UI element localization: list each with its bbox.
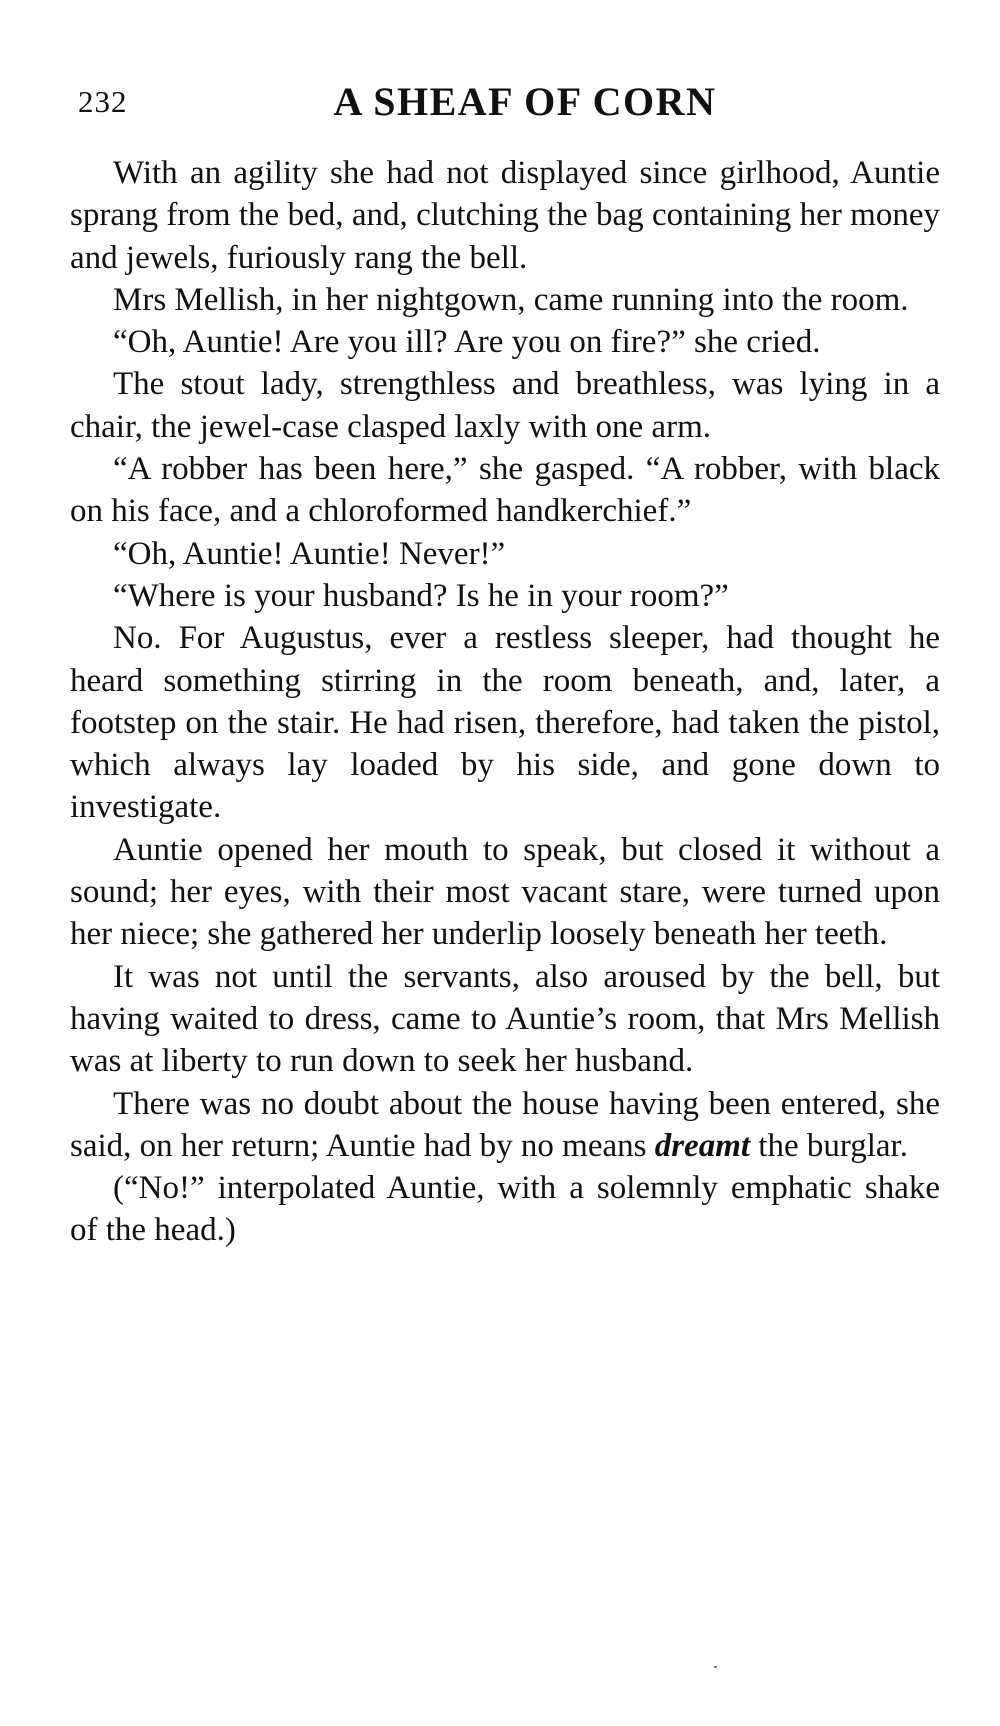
paragraph: “A robber has been here,” she gasped. “A robber, with black on his face, and a chloroformed handkerchief.”: [70, 451, 940, 530]
paragraph: No. For Augustus, ever a restless sleeper, had thought he heard something stirring in the room beneath, and, later, a footstep on the stair. He had risen, therefore, had taken the pistol, which always lay loaded by his side, and gone down to investigate.: [70, 620, 940, 826]
page-header: [70, 78, 940, 128]
print-speck: [714, 1666, 717, 1668]
paragraph-text: the burglar.: [750, 1127, 908, 1164]
paragraph: With an agility she had not displayed since girlhood, Auntie sprang from the bed, and, clutching the bag containing her money and jewels, furiously rang the bell.: [70, 155, 940, 276]
body-text: [70, 152, 940, 1252]
running-title: A SHEAF OF CORN: [333, 79, 717, 124]
paragraph-text: There was no doubt about the house having been entered, she said, on her return; Auntie had by no means: [70, 1085, 940, 1164]
paragraph: It was not until the servants, also aroused by the bell, but having waited to dress, came to Auntie’s room, that Mrs Mellish was at liberty to run down to seek her husband.: [70, 958, 940, 1080]
paragraph: “Where is your husband? Is he in your room?”: [113, 577, 729, 614]
paragraph: Auntie opened her mouth to speak, but closed it without a sound; her eyes, with their most vacant stare, were turned upon her niece; she gathered her underlip loosely beneath her teeth.: [70, 831, 940, 953]
page-number: 232: [78, 84, 128, 119]
italic-word: dreamt: [654, 1127, 751, 1164]
paragraph: The stout lady, strengthless and breathless, was lying in a chair, the jewel-case clasped laxly with one arm.: [70, 366, 940, 445]
paragraph: (“No!” interpolated Auntie, with a solemnly emphatic shake of the head.): [70, 1170, 940, 1249]
paragraph: Mrs Mellish, in her nightgown, came running into the room.: [113, 281, 909, 318]
paragraph: “Oh, Auntie! Auntie! Never!”: [113, 535, 506, 572]
paragraph: [70, 1083, 940, 1168]
paragraph: “Oh, Auntie! Are you ill? Are you on fire?” she cried.: [113, 324, 821, 361]
